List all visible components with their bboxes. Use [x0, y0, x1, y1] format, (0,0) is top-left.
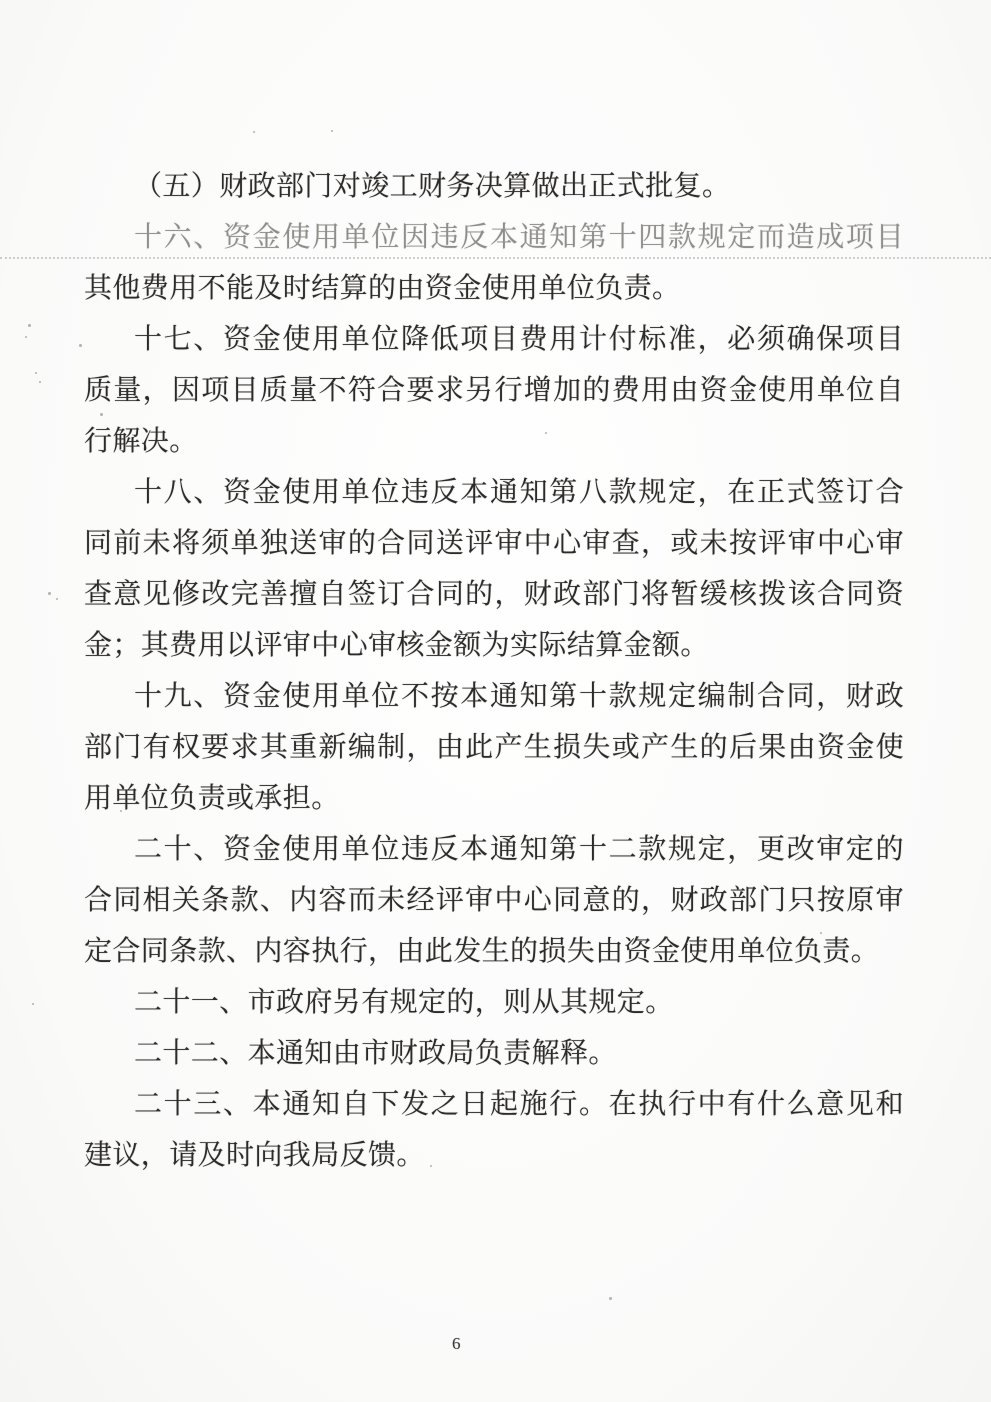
document-text-block	[84, 161, 904, 1181]
doc-line: 其他费用不能及时结算的由资金使用单位负责。	[84, 273, 681, 304]
page-number: 6	[452, 1334, 461, 1353]
doc-line: 二十二、本通知由市财政局负责解释。	[134, 1038, 617, 1069]
doc-line: 合同相关条款、内容而未经评审中心同意的，财政部门只按原审	[84, 885, 904, 916]
doc-line: 十六、资金使用单位因违反本通知第十四款规定而造成项目	[134, 222, 904, 253]
doc-line: 建议，请及时向我局反馈。	[84, 1140, 425, 1171]
doc-line: 同前未将须单独送审的合同送评审中心审查，或未按评审中心审	[84, 528, 904, 559]
doc-line: 金；其费用以评审中心审核金额为实际结算金额。	[84, 630, 709, 661]
doc-line: 定合同条款、内容执行，由此发生的损失由资金使用单位负责。	[84, 936, 880, 967]
doc-line: （五）财政部门对竣工财务决算做出正式批复。	[134, 171, 731, 202]
doc-line: 二十、资金使用单位违反本通知第十二款规定，更改审定的	[134, 834, 904, 865]
scan-speck	[28, 324, 31, 327]
doc-line: 十九、资金使用单位不按本通知第十款规定编制合同，财政	[134, 681, 904, 712]
scan-speck	[39, 381, 41, 383]
doc-line: 十八、资金使用单位违反本通知第八款规定，在正式签订合	[134, 477, 904, 508]
doc-line: 用单位负责或承担。	[84, 783, 340, 814]
scan-speck	[32, 1003, 34, 1005]
scan-speck	[48, 592, 51, 595]
scan-speck	[609, 1297, 612, 1300]
scan-speck	[120, 810, 122, 812]
scan-speck	[545, 432, 547, 434]
scan-speck	[56, 598, 58, 600]
scan-speck	[100, 413, 103, 416]
scan-speck	[240, 737, 242, 739]
scan-speck	[331, 130, 333, 132]
doc-line: 二十一、市政府另有规定的，则从其规定。	[134, 987, 674, 1018]
doc-line: 行解决。	[84, 426, 198, 457]
scan-speck	[820, 932, 822, 934]
doc-line: 二十三、本通知自下发之日起施行。在执行中有什么意见和	[134, 1089, 904, 1120]
doc-line: 质量，因项目质量不符合要求另行增加的费用由资金使用单位自	[84, 375, 904, 406]
doc-line: 查意见修改完善擅自签订合同的，财政部门将暂缓核拨该合同资	[84, 579, 904, 610]
scan-speck	[253, 131, 255, 133]
scan-speck	[35, 372, 37, 374]
scan-speck	[25, 336, 27, 338]
scan-speck	[760, 748, 762, 750]
doc-line: 十七、资金使用单位降低项目费用计付标准，必须确保项目	[134, 324, 904, 355]
scan-speck	[430, 1165, 432, 1167]
scan-speck	[79, 344, 82, 347]
doc-line: 部门有权要求其重新编制，由此产生损失或产生的后果由资金使	[84, 732, 904, 763]
